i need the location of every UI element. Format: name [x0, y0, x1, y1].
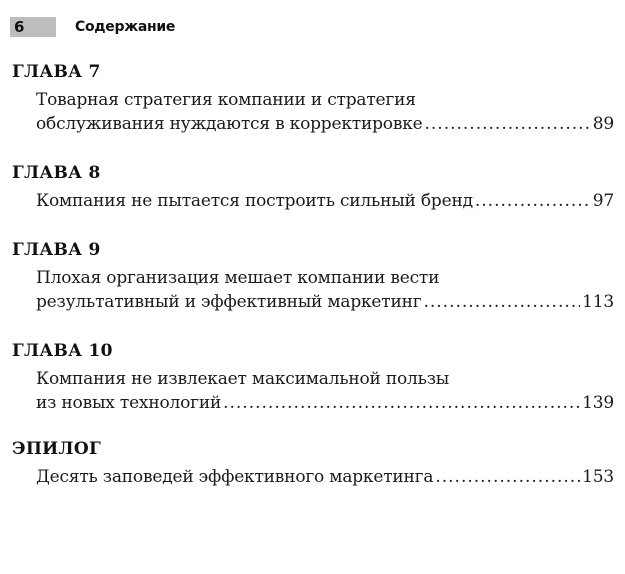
entry-text-line: из новых технологий — [36, 393, 222, 413]
running-head — [10, 17, 175, 37]
entry-text-line: Десять заповедей эффективного маркетинга — [36, 467, 434, 487]
chapter-heading: ЭПИЛОГ — [12, 439, 102, 459]
table-of-contents — [12, 60, 614, 489]
entry-text-line: Компания не пытается построить сильный бренд — [36, 191, 473, 211]
toc-chapter-7 — [12, 60, 614, 136]
entry-page-number: 139 — [582, 393, 614, 413]
toc-entry[interactable] — [36, 367, 614, 415]
toc-epilogue — [12, 437, 614, 489]
toc-chapter-9 — [12, 238, 614, 314]
entry-last-line — [36, 391, 614, 415]
entry-page-number: 97 — [592, 191, 614, 211]
chapter-heading: ГЛАВА 7 — [12, 62, 101, 82]
chapter-heading: ГЛАВА 8 — [12, 163, 101, 183]
entry-text-line: Товарная стратегия компании и стратегия — [36, 90, 416, 110]
entry-text-line: Плохая организация мешает компании вести — [36, 268, 440, 288]
entry-last-line — [36, 189, 614, 213]
page-number: 6 — [10, 17, 56, 37]
toc-entry[interactable] — [36, 88, 614, 136]
entry-page-number: 113 — [582, 292, 614, 312]
dot-leader — [223, 391, 580, 415]
entry-text-line: обслуживания нуждаются в корректировке — [36, 114, 423, 134]
chapter-heading: ГЛАВА 9 — [12, 240, 101, 260]
entry-text-line: Компания не извлекает максимальной пользы — [36, 369, 450, 389]
toc-chapter-8 — [12, 161, 614, 213]
dot-leader — [423, 290, 580, 314]
toc-entry[interactable] — [36, 465, 614, 489]
dot-leader — [435, 465, 580, 489]
running-title: Содержание — [75, 19, 176, 35]
toc-entry[interactable] — [36, 189, 614, 213]
dot-leader — [475, 189, 591, 213]
entry-page-number: 89 — [592, 114, 614, 134]
entry-last-line — [36, 290, 614, 314]
entry-page-number: 153 — [582, 467, 614, 487]
toc-chapter-10 — [12, 339, 614, 415]
entry-text-line: результативный и эффективный маркетинг — [36, 292, 422, 312]
toc-entry[interactable] — [36, 266, 614, 314]
entry-last-line — [36, 465, 614, 489]
entry-last-line — [36, 112, 614, 136]
dot-leader — [424, 112, 590, 136]
chapter-heading: ГЛАВА 10 — [12, 341, 113, 361]
